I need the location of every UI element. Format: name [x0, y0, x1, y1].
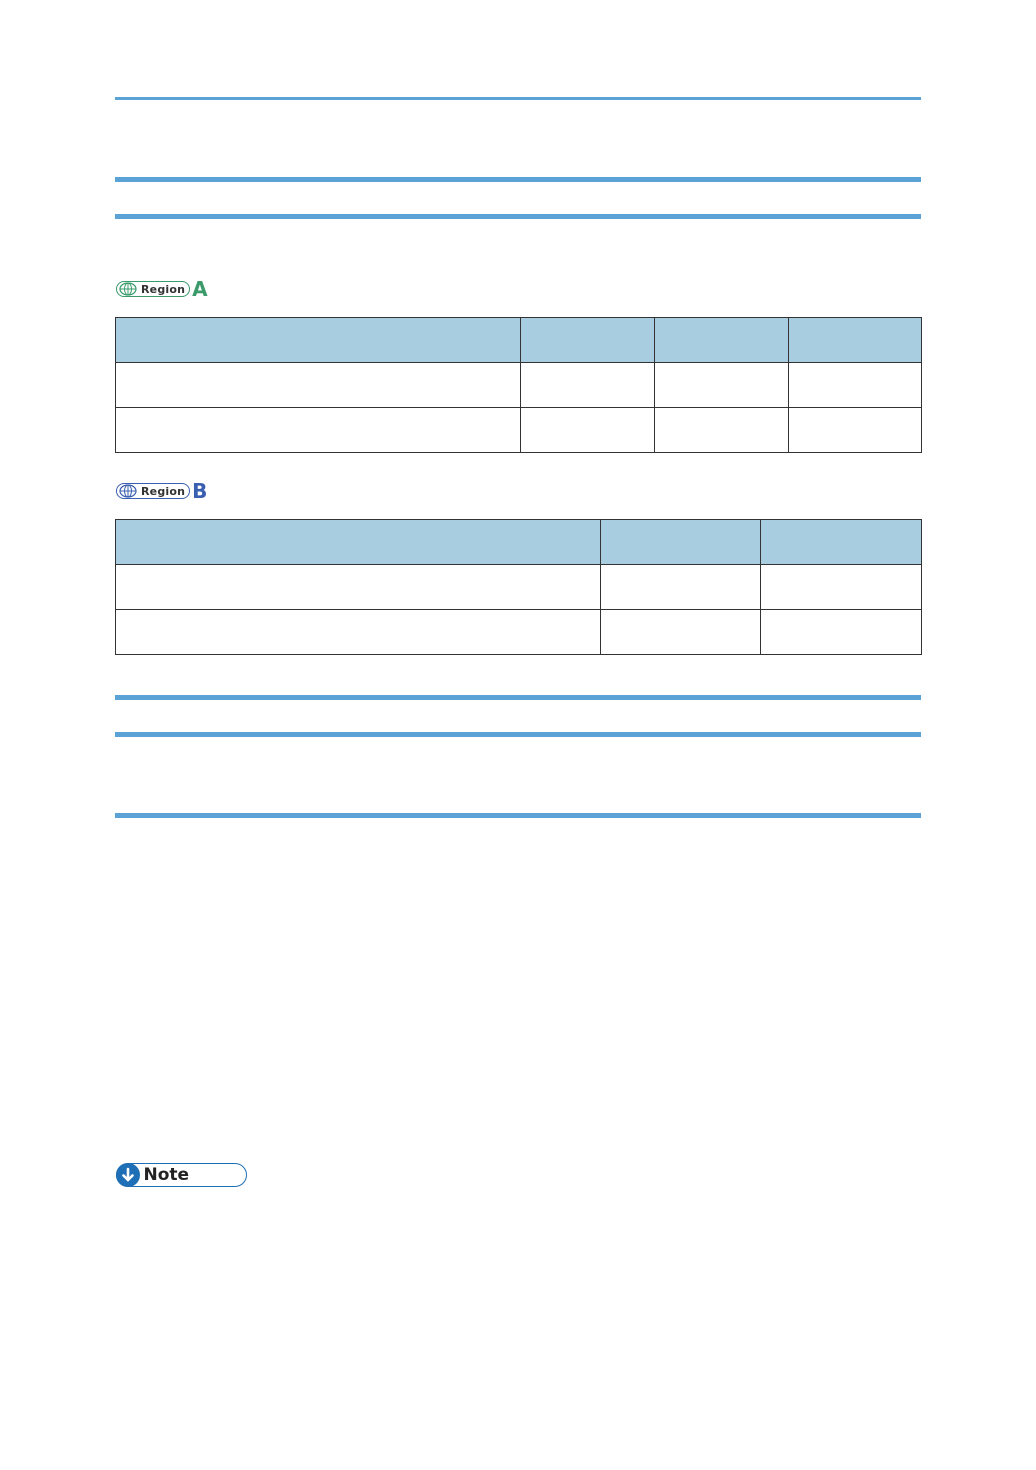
region-a-badge — [116, 278, 208, 300]
region-a-word: Region — [141, 282, 186, 296]
table-cell — [789, 363, 922, 408]
section-top-rule — [115, 177, 921, 182]
region-b-pill — [116, 483, 190, 499]
table-cell — [761, 565, 922, 610]
table-cell — [655, 363, 789, 408]
table-cell — [116, 610, 601, 655]
region-a-pill — [116, 281, 190, 297]
note-badge — [116, 1163, 247, 1187]
globe-icon — [119, 282, 137, 296]
region-b-word: Region — [141, 484, 186, 498]
table-cell — [789, 408, 922, 453]
region-b-badge — [116, 480, 207, 502]
table-header-row — [116, 318, 922, 363]
subsection-rule — [115, 813, 921, 818]
region-a-table — [115, 317, 922, 453]
table-header-cell — [761, 520, 922, 565]
globe-icon — [119, 484, 137, 498]
region-a-letter: A — [192, 277, 208, 301]
table-row — [116, 363, 922, 408]
table-cell — [116, 565, 601, 610]
table-row — [116, 565, 922, 610]
table-header-row — [116, 520, 922, 565]
table-header-cell — [116, 520, 601, 565]
table-cell — [116, 363, 521, 408]
region-b-table — [115, 519, 922, 655]
table-header-cell — [116, 318, 521, 363]
table-header-cell — [601, 520, 761, 565]
table-row — [116, 610, 922, 655]
table-cell — [761, 610, 922, 655]
section-heading-underline — [115, 732, 921, 737]
table-cell — [521, 363, 655, 408]
table-cell — [116, 408, 521, 453]
arrow-down-icon — [116, 1163, 140, 1187]
table-cell — [601, 610, 761, 655]
table-cell — [521, 408, 655, 453]
section-top-rule — [115, 695, 921, 700]
table-header-cell — [789, 318, 922, 363]
table-row — [116, 408, 922, 453]
table-header-cell — [521, 318, 655, 363]
table-cell — [655, 408, 789, 453]
section-heading-underline — [115, 214, 921, 219]
region-b-letter: B — [192, 479, 208, 503]
header-rule — [115, 97, 921, 100]
note-label: Note — [143, 1165, 190, 1185]
table-cell — [601, 565, 761, 610]
table-header-cell — [655, 318, 789, 363]
